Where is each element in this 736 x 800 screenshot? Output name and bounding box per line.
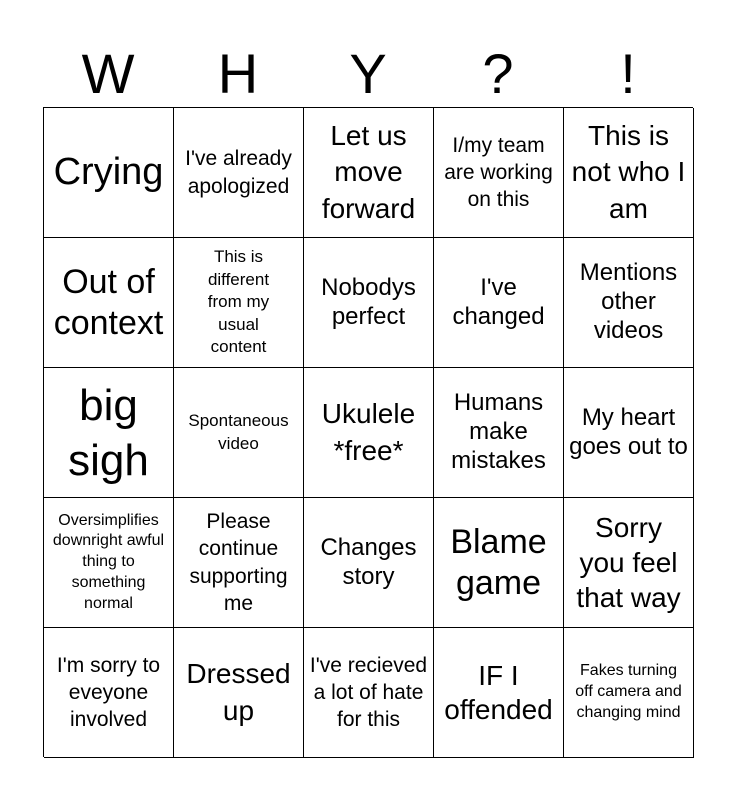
cell-text: Let us move forward bbox=[321, 119, 416, 224]
bingo-cell[interactable] bbox=[434, 498, 564, 628]
cell-text: Dressed up bbox=[186, 658, 291, 726]
cell-text: My heart goes out to bbox=[569, 403, 688, 460]
bingo-cell[interactable] bbox=[434, 628, 564, 758]
cell-text: I've already apologized bbox=[185, 147, 292, 198]
cell-text: Mentions other videos bbox=[579, 259, 678, 344]
bingo-cell[interactable] bbox=[44, 628, 174, 758]
bingo-cell[interactable] bbox=[564, 238, 694, 368]
bingo-cell[interactable] bbox=[174, 628, 304, 758]
bingo-board bbox=[43, 107, 693, 757]
cell-text: Ukulele *free* bbox=[321, 398, 416, 466]
bingo-cell[interactable] bbox=[564, 628, 694, 758]
cell-text: Sorry you feel that way bbox=[576, 512, 681, 613]
bingo-cell[interactable] bbox=[304, 368, 434, 498]
bingo-cell[interactable] bbox=[304, 628, 434, 758]
cell-text: Out of context bbox=[53, 262, 164, 342]
bingo-cell[interactable] bbox=[44, 108, 174, 238]
bingo-cell[interactable] bbox=[174, 498, 304, 628]
cell-text: Blame game bbox=[450, 522, 547, 602]
bingo-cell[interactable] bbox=[434, 368, 564, 498]
bingo-cell[interactable] bbox=[44, 498, 174, 628]
bingo-cell[interactable] bbox=[304, 498, 434, 628]
cell-text: Spontaneous video bbox=[188, 411, 289, 453]
cell-text: This is different from my usual content bbox=[207, 247, 270, 357]
cell-text: Fakes turning off camera and changing mind bbox=[575, 662, 682, 721]
cell-text: Changes story bbox=[320, 533, 417, 590]
bingo-cell[interactable] bbox=[434, 238, 564, 368]
bingo-cell[interactable] bbox=[44, 238, 174, 368]
cell-text: I've recieved a lot of hate for this bbox=[309, 653, 428, 732]
bingo-cell[interactable] bbox=[174, 368, 304, 498]
cell-text: Oversimplifies downright awful thing to something normal bbox=[52, 511, 165, 612]
bingo-cell[interactable] bbox=[434, 108, 564, 238]
bingo-cell[interactable] bbox=[304, 238, 434, 368]
header-letter-y: Y bbox=[349, 42, 387, 105]
header-question-mark: ? bbox=[482, 42, 514, 105]
cell-text: I'm sorry to eveyone involved bbox=[56, 653, 161, 732]
header-letter-w: W bbox=[81, 42, 135, 105]
cell-text: Crying bbox=[53, 150, 164, 193]
bingo-cell[interactable] bbox=[564, 368, 694, 498]
cell-text: I've changed bbox=[452, 273, 545, 330]
cell-text: Nobodys perfect bbox=[321, 273, 416, 330]
bingo-cell[interactable] bbox=[304, 108, 434, 238]
bingo-cell[interactable] bbox=[564, 498, 694, 628]
cell-text: big sigh bbox=[68, 380, 149, 485]
bingo-header bbox=[43, 40, 693, 108]
header-letter-h: H bbox=[217, 42, 259, 105]
header-exclamation-mark: ! bbox=[620, 42, 636, 105]
bingo-cell[interactable] bbox=[564, 108, 694, 238]
bingo-cell[interactable] bbox=[174, 238, 304, 368]
cell-text: Please continue supporting me bbox=[189, 509, 288, 615]
bingo-cell[interactable] bbox=[44, 368, 174, 498]
cell-text: Humans make mistakes bbox=[451, 389, 546, 474]
cell-text: IF I offended bbox=[444, 659, 553, 725]
cell-text: This is not who I am bbox=[571, 119, 686, 224]
cell-text: I/my team are working on this bbox=[444, 133, 553, 212]
bingo-cell[interactable] bbox=[174, 108, 304, 238]
